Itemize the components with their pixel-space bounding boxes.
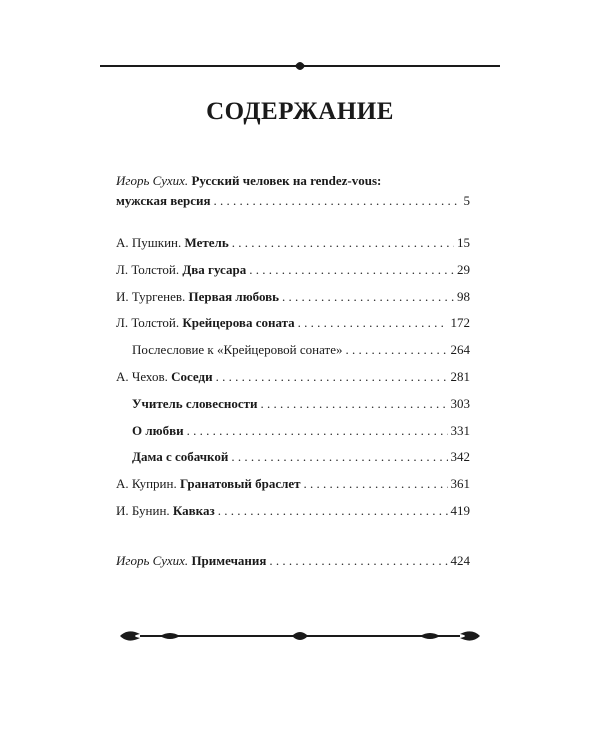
top-ornament (100, 56, 500, 76)
page-title: СОДЕРЖАНИЕ (206, 98, 394, 125)
entry-page: 264 (450, 342, 470, 358)
entry-title: Соседи (171, 368, 213, 384)
leader-dots (218, 502, 448, 520)
lead-title-line2: мужская версия (116, 193, 211, 208)
notes-author: Игорь Сухих. (116, 552, 189, 568)
toc-entry (116, 314, 470, 341)
entry-title: Крейцерова соната (182, 315, 295, 331)
toc-entry (116, 448, 470, 475)
entry-page: 15 (457, 235, 470, 250)
entry-page: 331 (450, 422, 470, 438)
bottom-ornament (100, 626, 500, 646)
entry-author: А. Пушкин. (116, 235, 182, 250)
toc-entry-notes (116, 552, 470, 579)
toc-entry (116, 234, 470, 261)
table-of-contents (116, 172, 470, 579)
leader-dots (187, 422, 448, 440)
lead-title-line1: Русский человек на rendez-vous: (191, 173, 382, 188)
entry-author: А. Чехов. (116, 368, 168, 384)
toc-entry (116, 288, 470, 315)
entry-author: И. Тургенев. (116, 288, 186, 304)
leader-dots (346, 341, 448, 359)
entry-title: Дама с собачкой (132, 449, 229, 465)
entry-title: О любви (132, 422, 184, 438)
leader-dots (304, 475, 448, 493)
entry-author: А. Куприн. (116, 476, 177, 492)
toc-entry (116, 261, 470, 288)
leader-dots (231, 448, 447, 466)
toc-entry (116, 502, 470, 529)
entry-author: Л. Толстой. (116, 315, 180, 331)
leader-dots (216, 368, 448, 386)
toc-entry (116, 368, 470, 395)
leader-dots (269, 552, 447, 570)
entry-page: 29 (457, 261, 470, 277)
leader-dots (232, 234, 454, 252)
entry-title: Метель (184, 235, 229, 250)
entry-page: 281 (450, 368, 470, 384)
entry-page: 361 (450, 476, 470, 492)
leader-dots (249, 261, 454, 279)
notes-title: Примечания (191, 552, 267, 568)
entry-author: Л. Толстой. (116, 261, 180, 277)
entry-title: Два гусара (182, 261, 247, 277)
toc-entry-afterword (116, 341, 470, 368)
leader-dots (261, 395, 448, 413)
entry-page: 303 (450, 395, 470, 411)
toc-entry (116, 422, 470, 449)
entry-title: Первая любовь (188, 288, 280, 304)
toc-entry-lead (116, 172, 470, 212)
toc-entry (116, 475, 470, 502)
leader-dots (214, 192, 461, 210)
leader-dots (282, 288, 454, 306)
notes-page: 424 (450, 552, 470, 568)
entry-title: Учитель словесности (132, 395, 258, 411)
entry-title: Гранатовый браслет (179, 476, 301, 492)
leader-dots (298, 314, 448, 332)
toc-entry (116, 395, 470, 422)
lead-author: Игорь Сухих. (116, 173, 189, 188)
entry-page: 98 (457, 288, 470, 304)
entry-page: 342 (450, 449, 470, 465)
entry-author: И. Бунин. (116, 502, 170, 518)
entry-title: Кавказ (172, 502, 215, 518)
lead-page: 5 (463, 193, 470, 208)
entry-page: 419 (450, 502, 470, 518)
entry-afterword-title: Послесловие к «Крейцеровой сонате» (132, 342, 343, 358)
entry-page: 172 (450, 315, 470, 331)
